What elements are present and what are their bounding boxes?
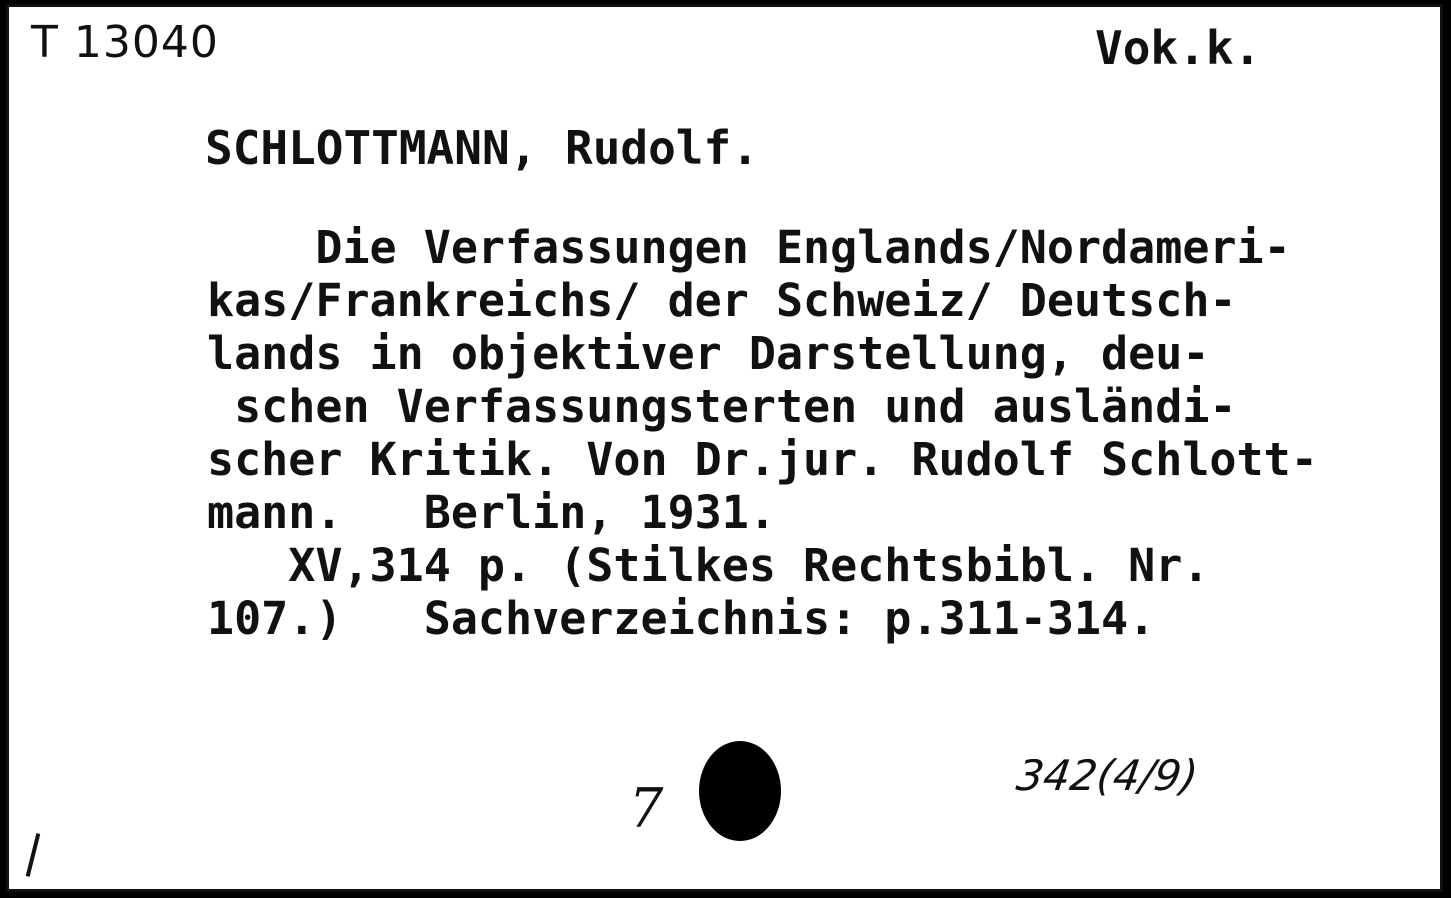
description-line: Die Verfassungen Englands/Nordameri- [207,221,1291,274]
call-number: T 13040 [31,17,219,68]
description-line: 107.) Sachverzeichnis: p.311-314. [207,592,1156,645]
description-line: scher Kritik. Von Dr.jur. Rudolf Schlott- [207,433,1318,486]
collection-code: Vok.k. [1095,21,1262,75]
description-line: kas/Frankreichs/ der Schweiz/ Deutsch- [207,274,1237,327]
description-line: schen Verfassungsterten und ausländi- [207,380,1237,433]
author-heading: SCHLOTTMANN, Rudolf. [205,121,759,175]
punch-hole [699,741,781,841]
catalog-card [6,4,1443,892]
description-line: XV,314 p. (Stilkes Rechtsbibl. Nr. [207,539,1210,592]
shelf-mark: 342(4/9) [1013,751,1201,800]
pencil-slash-mark [26,833,41,877]
description-line: lands in objektiver Darstellung, deu- [207,327,1210,380]
description-line: mann. Berlin, 1931. [207,486,776,539]
margin-mark: 7 [629,777,664,840]
bibliographic-description [207,221,1318,645]
